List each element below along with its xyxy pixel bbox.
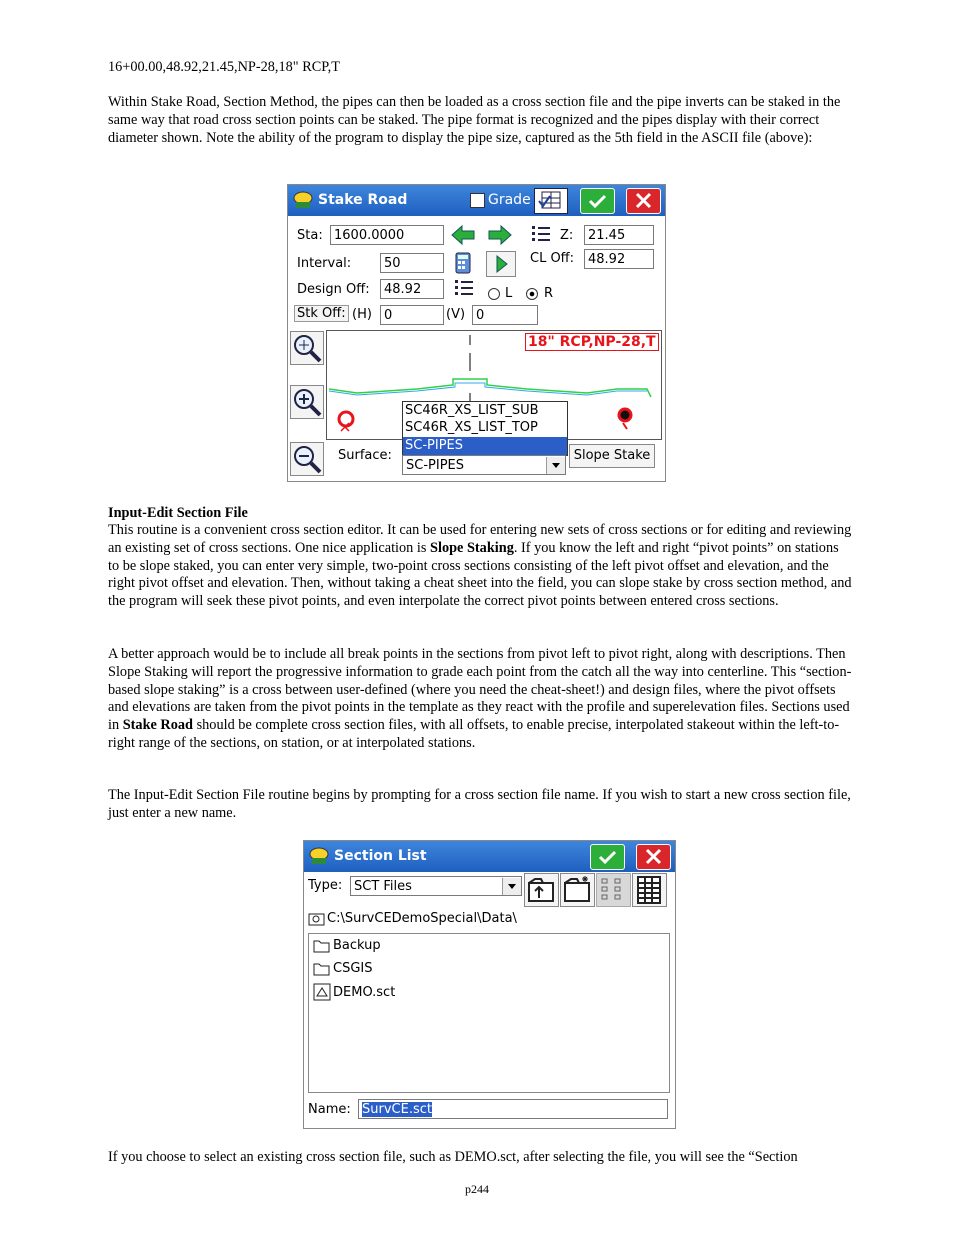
point-list-icon[interactable] <box>528 223 556 247</box>
design-off-input[interactable]: 48.92 <box>380 279 444 299</box>
zoom-in-icon[interactable] <box>290 385 324 419</box>
folder-up-icon[interactable] <box>524 873 559 907</box>
type-label: Type: <box>308 878 343 893</box>
paragraph-prompt: The Input-Edit Section File routine begins by prompting for a cross section file name. If you wish to start a new cross section file, just enter a new name. <box>108 787 851 821</box>
folder-search-icon <box>308 911 326 927</box>
ascii-line: 16+00.00,48.92,21.45,NP-28,18" RCP,T <box>108 59 340 75</box>
folder-icon <box>313 938 331 957</box>
dropdown-item-selected[interactable]: SC-PIPES <box>403 437 567 455</box>
cl-off-label: CL Off: <box>530 251 575 266</box>
stk-off-label[interactable]: Stk Off: <box>294 305 349 322</box>
z-label: Z: <box>560 228 574 243</box>
details-view-icon[interactable] <box>632 873 667 907</box>
interval-input[interactable]: 50 <box>380 253 444 273</box>
radio-l-icon[interactable] <box>488 288 500 300</box>
section-list-window <box>303 840 676 1129</box>
surface-select[interactable]: SC-PIPES <box>402 455 566 475</box>
v-input[interactable]: 0 <box>472 305 538 325</box>
folder-icon <box>313 961 331 980</box>
paragraph-pipes: Within Stake Road, Section Method, the pipes can then be loaded as a cross section file and the pipe inverts can be staked in the same way that road cross section points can be staked. The pipe format is recognized and the pipes display with their correct diameter shown. Note the ability of the program to display the pipe size, captured as the 5th field in the ASCII file (above): <box>108 94 841 146</box>
slope-stake-button[interactable]: Slope Stake <box>569 444 655 468</box>
app-logo-icon <box>308 845 330 867</box>
paragraph-approach <box>108 646 853 753</box>
text: should be complete cross section files, with all offsets, to enable precise, interpolated stakeout within the left-to-right range of the sections, on station, or at interpolated stations. <box>108 717 840 751</box>
z-input[interactable]: 21.45 <box>584 225 654 245</box>
close-button[interactable] <box>626 188 661 214</box>
cl-off-input[interactable]: 48.92 <box>584 249 654 269</box>
type-select[interactable]: SCT Files <box>350 876 522 896</box>
design-list-icon[interactable] <box>451 277 479 301</box>
h-input[interactable]: 0 <box>380 305 444 325</box>
calculator-icon[interactable] <box>449 251 477 275</box>
text: . If you know the left and right “pivot points” on stations to be slope staked, you can enter very simple, two-point cross sections consisting of the left pivot offset and elevation, and the right pivot offset and elevation. Then, without taking a cheat sheet into the field, you can slope stake by cross section method, and the program will seek these pivot points, and even interpolate the correct pivot points between entered cross sections. <box>108 539 852 610</box>
dropdown-item[interactable]: SC46R_XS_LIST_TOP <box>405 420 538 435</box>
bold-text: Stake Road <box>122 717 194 734</box>
zoom-extents-icon[interactable] <box>290 331 324 365</box>
name-input[interactable] <box>358 1099 668 1119</box>
design-off-label: Design Off: <box>297 282 370 297</box>
chevron-down-icon[interactable] <box>502 878 521 895</box>
list-item-label: DEMO.sct <box>333 985 396 1000</box>
surface-dropdown-list[interactable] <box>402 401 568 456</box>
text: This routine is a convenient cross section editor. It can be used for entering new sets of cross sections or for editing and reviewing an existing set of cross sections. One nice application is <box>108 522 852 556</box>
chevron-down-icon[interactable] <box>546 457 565 474</box>
close-button[interactable] <box>636 844 671 870</box>
ok-button[interactable] <box>590 844 625 870</box>
h-label: (H) <box>352 307 372 322</box>
radio-l-label: L <box>505 286 513 301</box>
title-bar <box>304 841 675 872</box>
paragraph-continued: If you choose to select an existing cross section file, such as DEMO.sct, after selecting the file, you will see the “Section <box>108 1149 798 1165</box>
grade-label: Grade <box>488 192 531 208</box>
radio-r-icon[interactable] <box>526 288 538 300</box>
ok-button[interactable] <box>580 188 615 214</box>
paragraph-editor <box>108 522 853 611</box>
text: A better approach would be to include all break points in the sections from pivot left to pivot right, along with descriptions. Then Slope Staking will report the progressive information to grade each point from the catch all the way into centerline. This “section-based slope staking” is a cross between user-defined (where you need the cheat-sheet!) and design files, where the pivot offsets and elevations are taken from the pivot points in the template as they react with the profile and superelevation files. Sections used in <box>108 646 852 734</box>
dropdown-item[interactable]: SC46R_XS_LIST_SUB <box>405 403 539 418</box>
page-number: p244 <box>465 1182 489 1196</box>
title-bar <box>288 185 665 216</box>
file-list[interactable] <box>308 933 670 1093</box>
arrow-left-icon[interactable] <box>449 223 477 247</box>
interval-label: Interval: <box>297 256 352 271</box>
bold-text: Slope Staking <box>430 539 514 556</box>
list-item-label: Backup <box>333 938 381 953</box>
stake-road-window <box>287 184 666 482</box>
list-view-icon[interactable] <box>596 873 631 907</box>
pipe-size-label: 18" RCP,NP-28,T <box>525 333 659 351</box>
current-path: C:\SurvCEDemoSpecial\Data\ <box>327 911 517 926</box>
v-label: (V) <box>446 307 466 322</box>
sct-file-icon <box>313 983 331 1005</box>
calculator-grid-icon[interactable] <box>534 188 568 214</box>
window-title: Stake Road <box>318 192 408 208</box>
section-heading: Input-Edit Section File <box>108 505 248 521</box>
name-value: SurvCE.sct <box>362 1102 432 1117</box>
arrow-right-icon[interactable] <box>486 223 514 247</box>
name-label: Name: <box>308 1102 351 1117</box>
sta-label: Sta: <box>297 228 323 243</box>
app-logo-icon <box>292 189 314 211</box>
play-icon[interactable] <box>486 251 516 277</box>
surface-label: Surface: <box>338 448 392 463</box>
radio-r-label: R <box>544 286 554 301</box>
grade-checkbox[interactable] <box>470 193 485 208</box>
new-folder-icon[interactable] <box>560 873 595 907</box>
window-title: Section List <box>334 848 427 864</box>
sta-input[interactable]: 1600.0000 <box>330 225 444 245</box>
zoom-out-icon[interactable] <box>290 442 324 476</box>
list-item-label: CSGIS <box>333 961 373 976</box>
